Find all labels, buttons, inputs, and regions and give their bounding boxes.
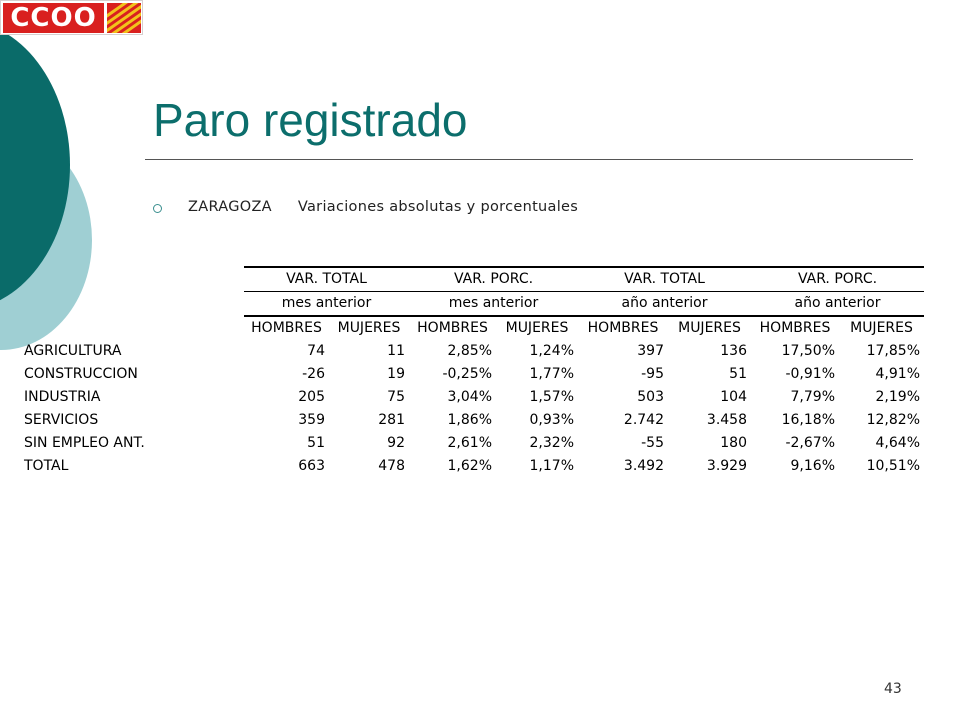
table-cell: 3.492 <box>623 458 664 474</box>
table-cell: 3.929 <box>706 458 747 474</box>
table-cell: 2,19% <box>875 389 920 405</box>
unemployment-variation-table <box>22 266 924 478</box>
table-cell: 281 <box>378 412 405 428</box>
reference-header: mes anterior <box>409 292 578 317</box>
page-title: Paro registrado <box>153 94 468 146</box>
title-divider <box>145 159 913 160</box>
table-cell: 104 <box>720 389 747 405</box>
subtitle <box>188 199 578 215</box>
table-cell: 12,82% <box>866 412 920 428</box>
column-header: MUJERES <box>337 320 401 336</box>
reference-header: año anterior <box>751 292 924 317</box>
column-header: HOMBRES <box>417 320 488 336</box>
table-row <box>22 409 924 432</box>
table-cell: 17,50% <box>781 343 835 359</box>
row-label: CONSTRUCCION <box>24 366 138 382</box>
table-cell: 663 <box>298 458 325 474</box>
table-cell: 0,93% <box>529 412 574 428</box>
table-cell: 17,85% <box>866 343 920 359</box>
table-cell: 51 <box>729 366 747 382</box>
table-cell: 1,17% <box>529 458 574 474</box>
table-cell: 74 <box>307 343 325 359</box>
table-cell: 1,62% <box>447 458 492 474</box>
table-cell: 180 <box>720 435 747 451</box>
column-header: MUJERES <box>850 320 913 336</box>
row-label: SIN EMPLEO ANT. <box>24 435 145 451</box>
table-row <box>22 386 924 409</box>
table-cell: -26 <box>302 366 325 382</box>
ccoo-logo <box>0 0 143 35</box>
reference-header: año anterior <box>578 292 751 317</box>
table-row <box>22 340 924 363</box>
group-header: VAR. PORC. <box>751 267 924 292</box>
table-cell: 397 <box>637 343 664 359</box>
table-cell: 136 <box>720 343 747 359</box>
column-header: MUJERES <box>678 320 741 336</box>
table-cell: 10,51% <box>866 458 920 474</box>
table-cell: -95 <box>641 366 664 382</box>
table-cell: 4,64% <box>875 435 920 451</box>
group-header: VAR. TOTAL <box>244 267 409 292</box>
subtitle-text: Variaciones absolutas y porcentuales <box>297 199 579 215</box>
table-cell: 1,86% <box>447 412 492 428</box>
table-cell: 1,57% <box>529 389 574 405</box>
table-cell: 2,61% <box>447 435 492 451</box>
table-cell: 2,85% <box>447 343 492 359</box>
table-cell: 4,91% <box>875 366 920 382</box>
table-row <box>22 363 924 386</box>
sex-header-row <box>22 316 924 340</box>
table-cell: 478 <box>378 458 405 474</box>
aragon-flag-icon <box>107 3 141 33</box>
table-cell: 1,77% <box>529 366 574 382</box>
logo-text: CCOO <box>3 3 104 33</box>
column-header: HOMBRES <box>759 320 831 336</box>
table-cell: 51 <box>307 435 325 451</box>
column-header: HOMBRES <box>587 320 659 336</box>
table-cell: 16,18% <box>781 412 835 428</box>
table-cell: 19 <box>387 366 405 382</box>
row-label: AGRICULTURA <box>24 343 122 359</box>
table-cell: 2.742 <box>623 412 664 428</box>
table-cell: -55 <box>641 435 664 451</box>
table-cell: 11 <box>387 343 405 359</box>
table-cell: 3.458 <box>706 412 747 428</box>
table-cell: 92 <box>387 435 405 451</box>
table-cell: 7,79% <box>790 389 835 405</box>
group-header: VAR. PORC. <box>409 267 578 292</box>
table-row <box>22 455 924 478</box>
subtitle-place: ZARAGOZA <box>188 199 272 215</box>
table-cell: 359 <box>298 412 325 428</box>
table-cell: -2,67% <box>785 435 835 451</box>
row-label: SERVICIOS <box>24 412 99 428</box>
row-label: TOTAL <box>24 458 69 474</box>
page-number: 43 <box>884 681 902 697</box>
table-cell: -0,25% <box>442 366 492 382</box>
group-header: VAR. TOTAL <box>578 267 751 292</box>
table-cell: 1,24% <box>529 343 574 359</box>
column-header: MUJERES <box>505 320 569 336</box>
table-row <box>22 432 924 455</box>
reference-header-row <box>22 292 924 317</box>
table-cell: 9,16% <box>790 458 835 474</box>
column-header: HOMBRES <box>251 320 322 336</box>
table-cell: 75 <box>387 389 405 405</box>
table-cell: 205 <box>298 389 325 405</box>
table-cell: 503 <box>637 389 664 405</box>
reference-header: mes anterior <box>244 292 409 317</box>
bullet-icon <box>153 204 162 213</box>
row-label: INDUSTRIA <box>24 389 101 405</box>
group-header-row <box>22 267 924 292</box>
table-cell: 3,04% <box>447 389 492 405</box>
table-cell: 2,32% <box>529 435 574 451</box>
table-cell: -0,91% <box>785 366 835 382</box>
